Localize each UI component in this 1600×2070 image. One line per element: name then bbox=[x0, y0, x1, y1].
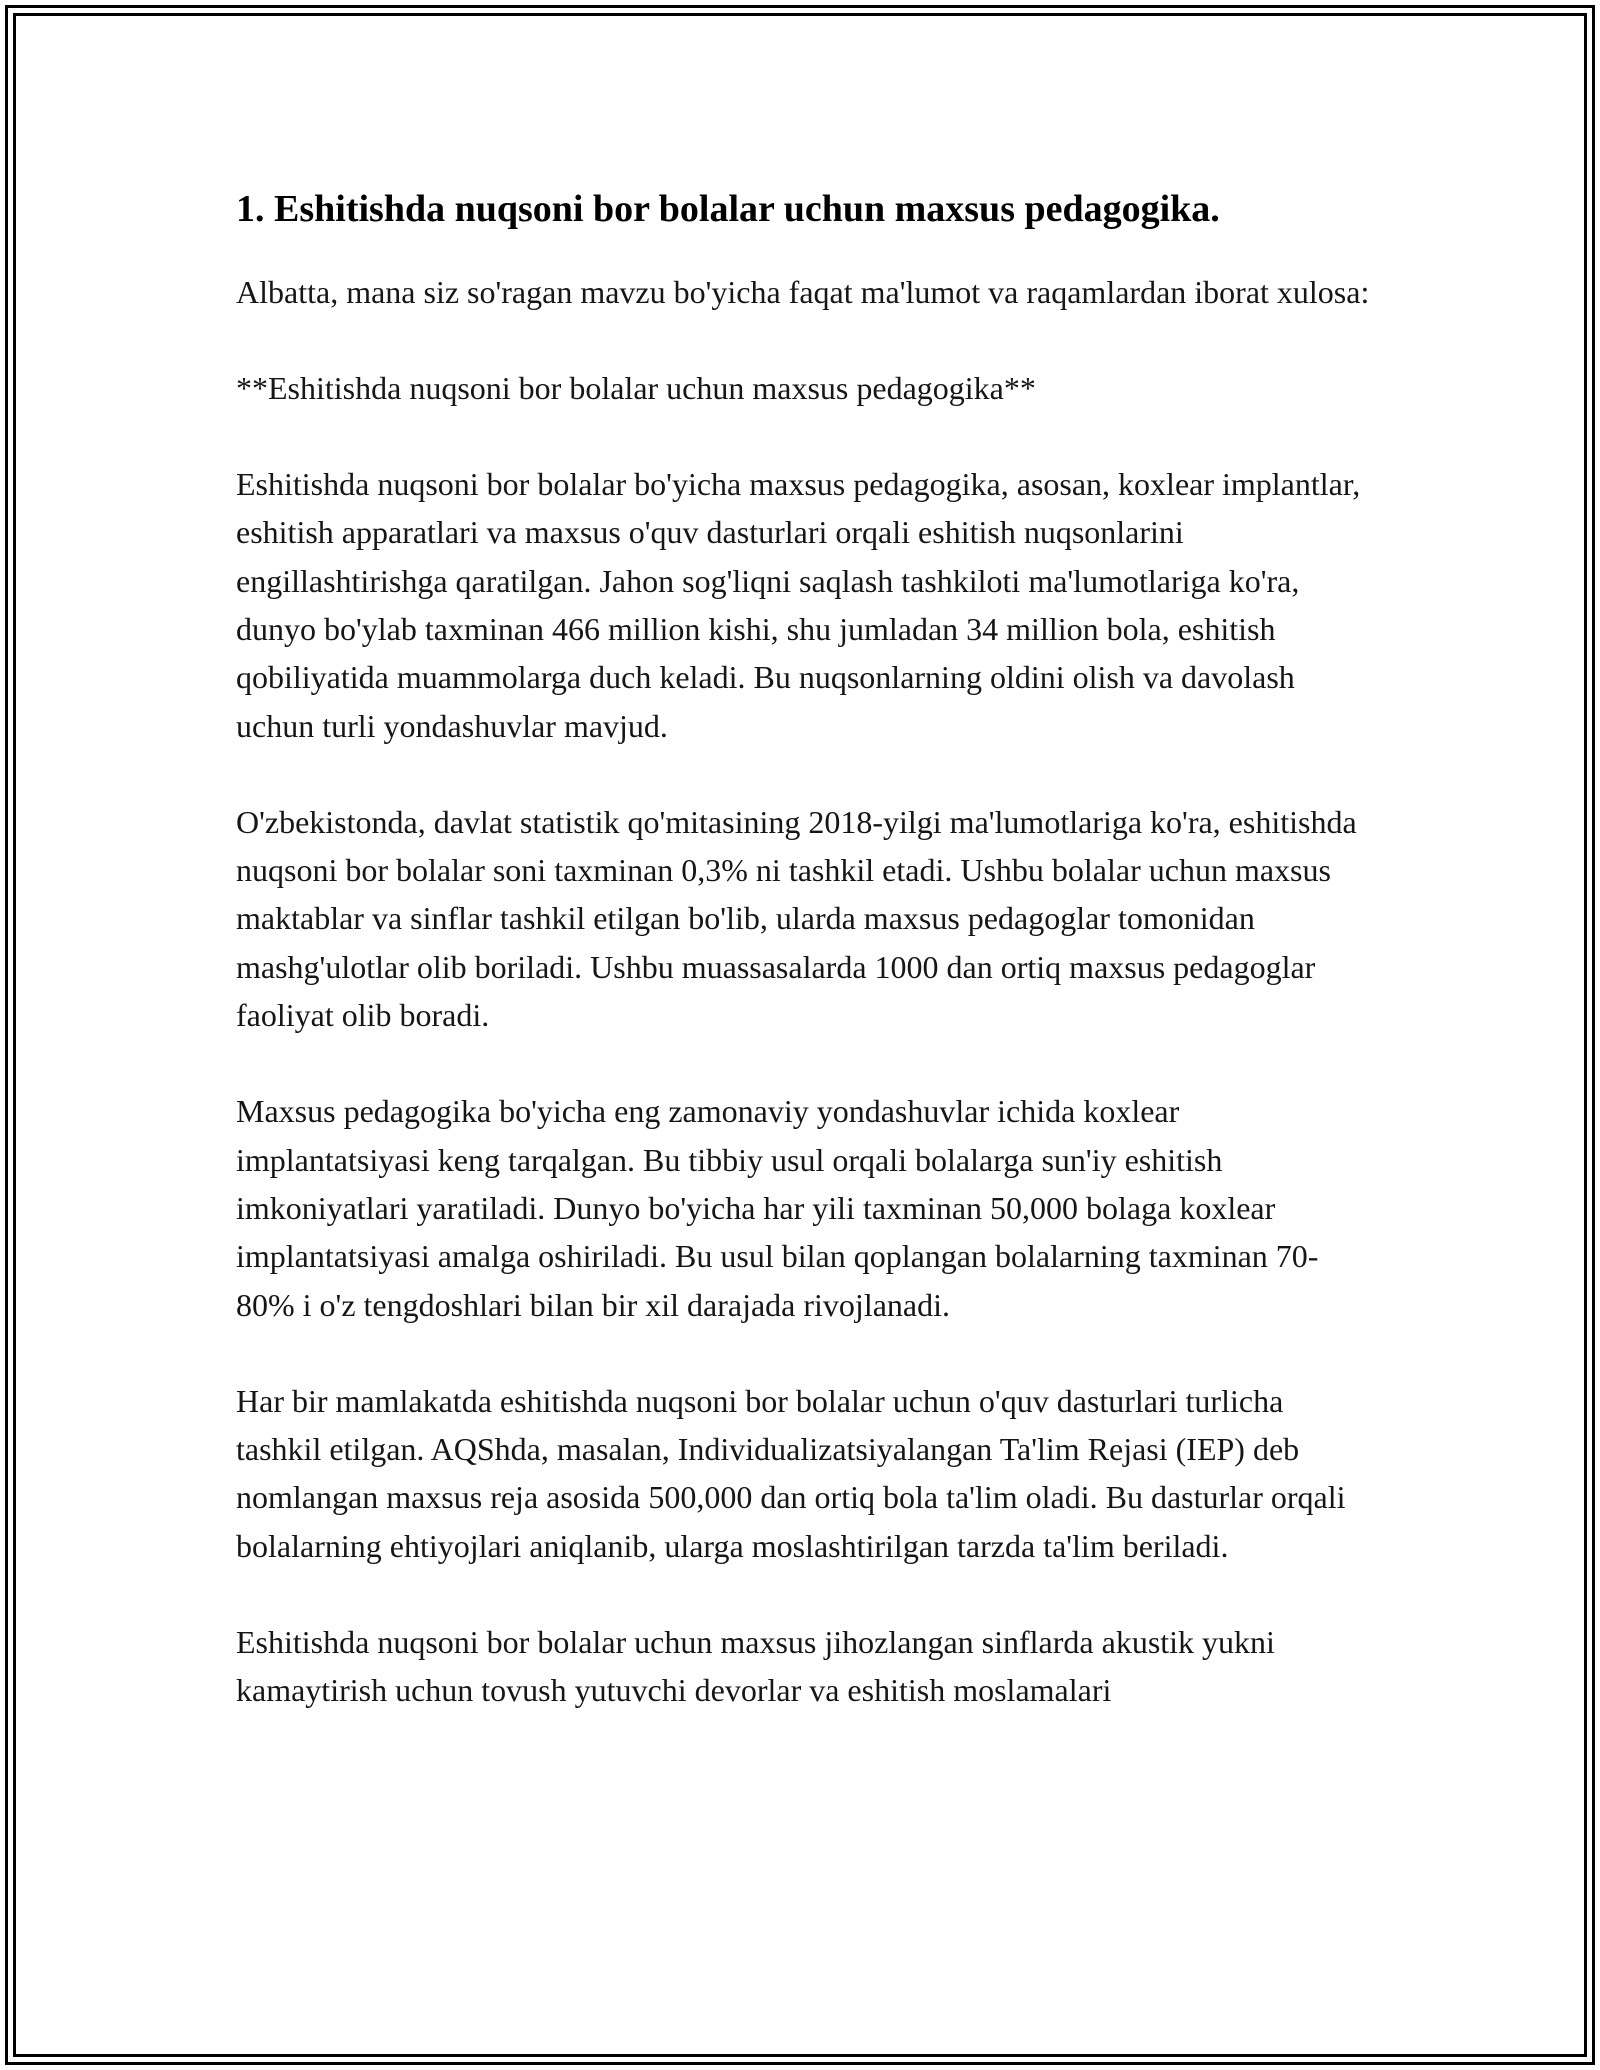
paragraph-cochlear-implants: Maxsus pedagogika bo'yicha eng zamonaviy yondashuvlar ichida koxlear implantatsiyasi keng tarqalgan. Bu tibbiy usul orqali bolalarga sun'iy eshitish imkoniyatlari yaratiladi. Dunyo bo'yicha har yili taxminan 50,000 bolaga koxlear implantatsiyasi amalga oshiriladi. Bu usul bilan qoplangan bolalarning taxminan 70-80% i o'z tengdoshlari bilan bir xil darajada rivojlanadi. bbox=[236, 1093, 1319, 1323]
paragraph-classrooms: Eshitishda nuqsoni bor bolalar uchun maxsus jihozlangan sinflarda akustik yukni kamaytirish uchun tovush yutuvchi devorlar va eshitish moslamalari bbox=[236, 1624, 1275, 1709]
paragraph-overview: Eshitishda nuqsoni bor bolalar bo'yicha maxsus pedagogika, asosan, koxlear implantlar, eshitish apparatlari va maxsus o'quv dasturlari orqali eshitish nuqsonlarini engillashtirishga qaratilgan. Jahon sog'liqni saqlash tashkiloti ma'lumotlariga ko'ra, dunyo bo'ylab taxminan 466 million kishi, shu jumladan 34 million bola, eshitish qobiliyatida muammolarga duch keladi. Bu nuqsonlarning oldini olish va davolash uchun turli yondashuvlar mavjud. bbox=[236, 466, 1361, 744]
intro-paragraph: Albatta, mana siz so'ragan mavzu bo'yicha faqat ma'lumot va raqamlardan iborat xulosa: bbox=[236, 273, 1370, 310]
document-body bbox=[236, 186, 1376, 1763]
document-title: 1. Eshitishda nuqsoni bor bolalar uchun maxsus pedagogika. bbox=[236, 188, 1220, 230]
paragraph-uzbekistan: O'zbekistonda, davlat statistik qo'mitasining 2018-yilgi ma'lumotlariga ko'ra, eshitishda nuqsoni bor bolalar soni taxminan 0,3% ni tashkil etadi. Ushbu bolalar uchun maxsus maktablar va sinflar tashkil etilgan bo'lib, ularda maxsus pedagoglar tomonidan mashg'ulotlar olib boriladi. Ushbu muassasalarda 1000 dan ortiq maxsus pedagoglar faoliyat olib boradi. bbox=[236, 803, 1357, 1034]
subtitle-paragraph: **Eshitishda nuqsoni bor bolalar uchun maxsus pedagogika** bbox=[236, 369, 1036, 406]
paragraph-education-programs: Har bir mamlakatda eshitishda nuqsoni bor bolalar uchun o'quv dasturlari turlicha tashkil etilgan. AQShda, masalan, Individualizatsiyalangan Ta'lim Rejasi (IEP) deb nomlangan maxsus reja asosida 500,000 dan ortiq bola ta'lim oladi. Bu dasturlar orqali bolalarning ehtiyojlari aniqlanib, ularga moslashtirilgan tarzda ta'lim beriladi. bbox=[236, 1382, 1346, 1564]
